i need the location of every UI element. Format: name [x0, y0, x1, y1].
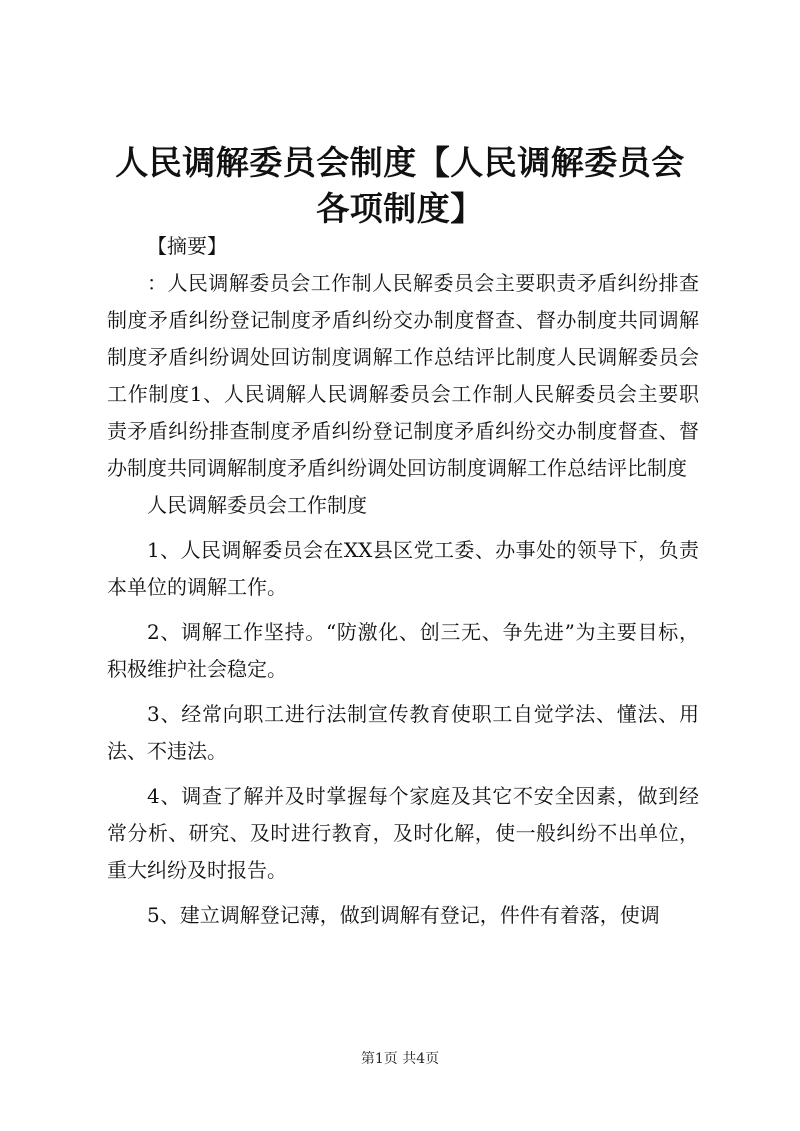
summary-heading: 【摘要】 [147, 234, 227, 258]
clause-paragraph: 4、调查了解并及时掌握每个家庭及其它不安全因素，做到经常分析、研究、及时进行教育，及时化解，使一般纠纷不出单位，重大纠纷及时报告。 [107, 784, 699, 882]
clause-paragraph: 5、建立调解登记薄，做到调解有登记，件件有着落，使调 [147, 903, 660, 927]
document-body [107, 228, 699, 942]
document-title: 人民调解委员会制度【人民调解委员会各项制度】 [115, 143, 685, 228]
clause-paragraph: 1、人民调解委员会在XX县区党工委、办事处的领导下，负责本单位的调解工作。 [107, 538, 699, 599]
summary-paragraph: ：人民调解委员会工作制人民解委员会主要职责矛盾纠纷排查制度矛盾纠纷登记制度矛盾纠纷交办制度督查、督办制度共同调解制度矛盾纠纷调处回访制度调解工作总结评比制度人民调解委员会工作制度1、人民调解人民调解委员会工作制人民解委员会主要职责矛盾纠纷排查制度矛盾纠纷登记制度矛盾纠纷交办制度督查、督办制度共同调解制度矛盾纠纷调处回访制度调解工作总结评比制度 [107, 271, 699, 480]
section-heading: 人民调解委员会工作制度 [147, 493, 367, 517]
page-footer: 第1页 共4页 [360, 1051, 440, 1067]
clause-paragraph: 3、经常向职工进行法制宣传教育使职工自觉学法、懂法、用法、不违法。 [107, 702, 699, 763]
clause-paragraph: 2、调解工作坚持。“防激化、创三无、争先进”为主要目标，积极维护社会稳定。 [107, 620, 699, 681]
